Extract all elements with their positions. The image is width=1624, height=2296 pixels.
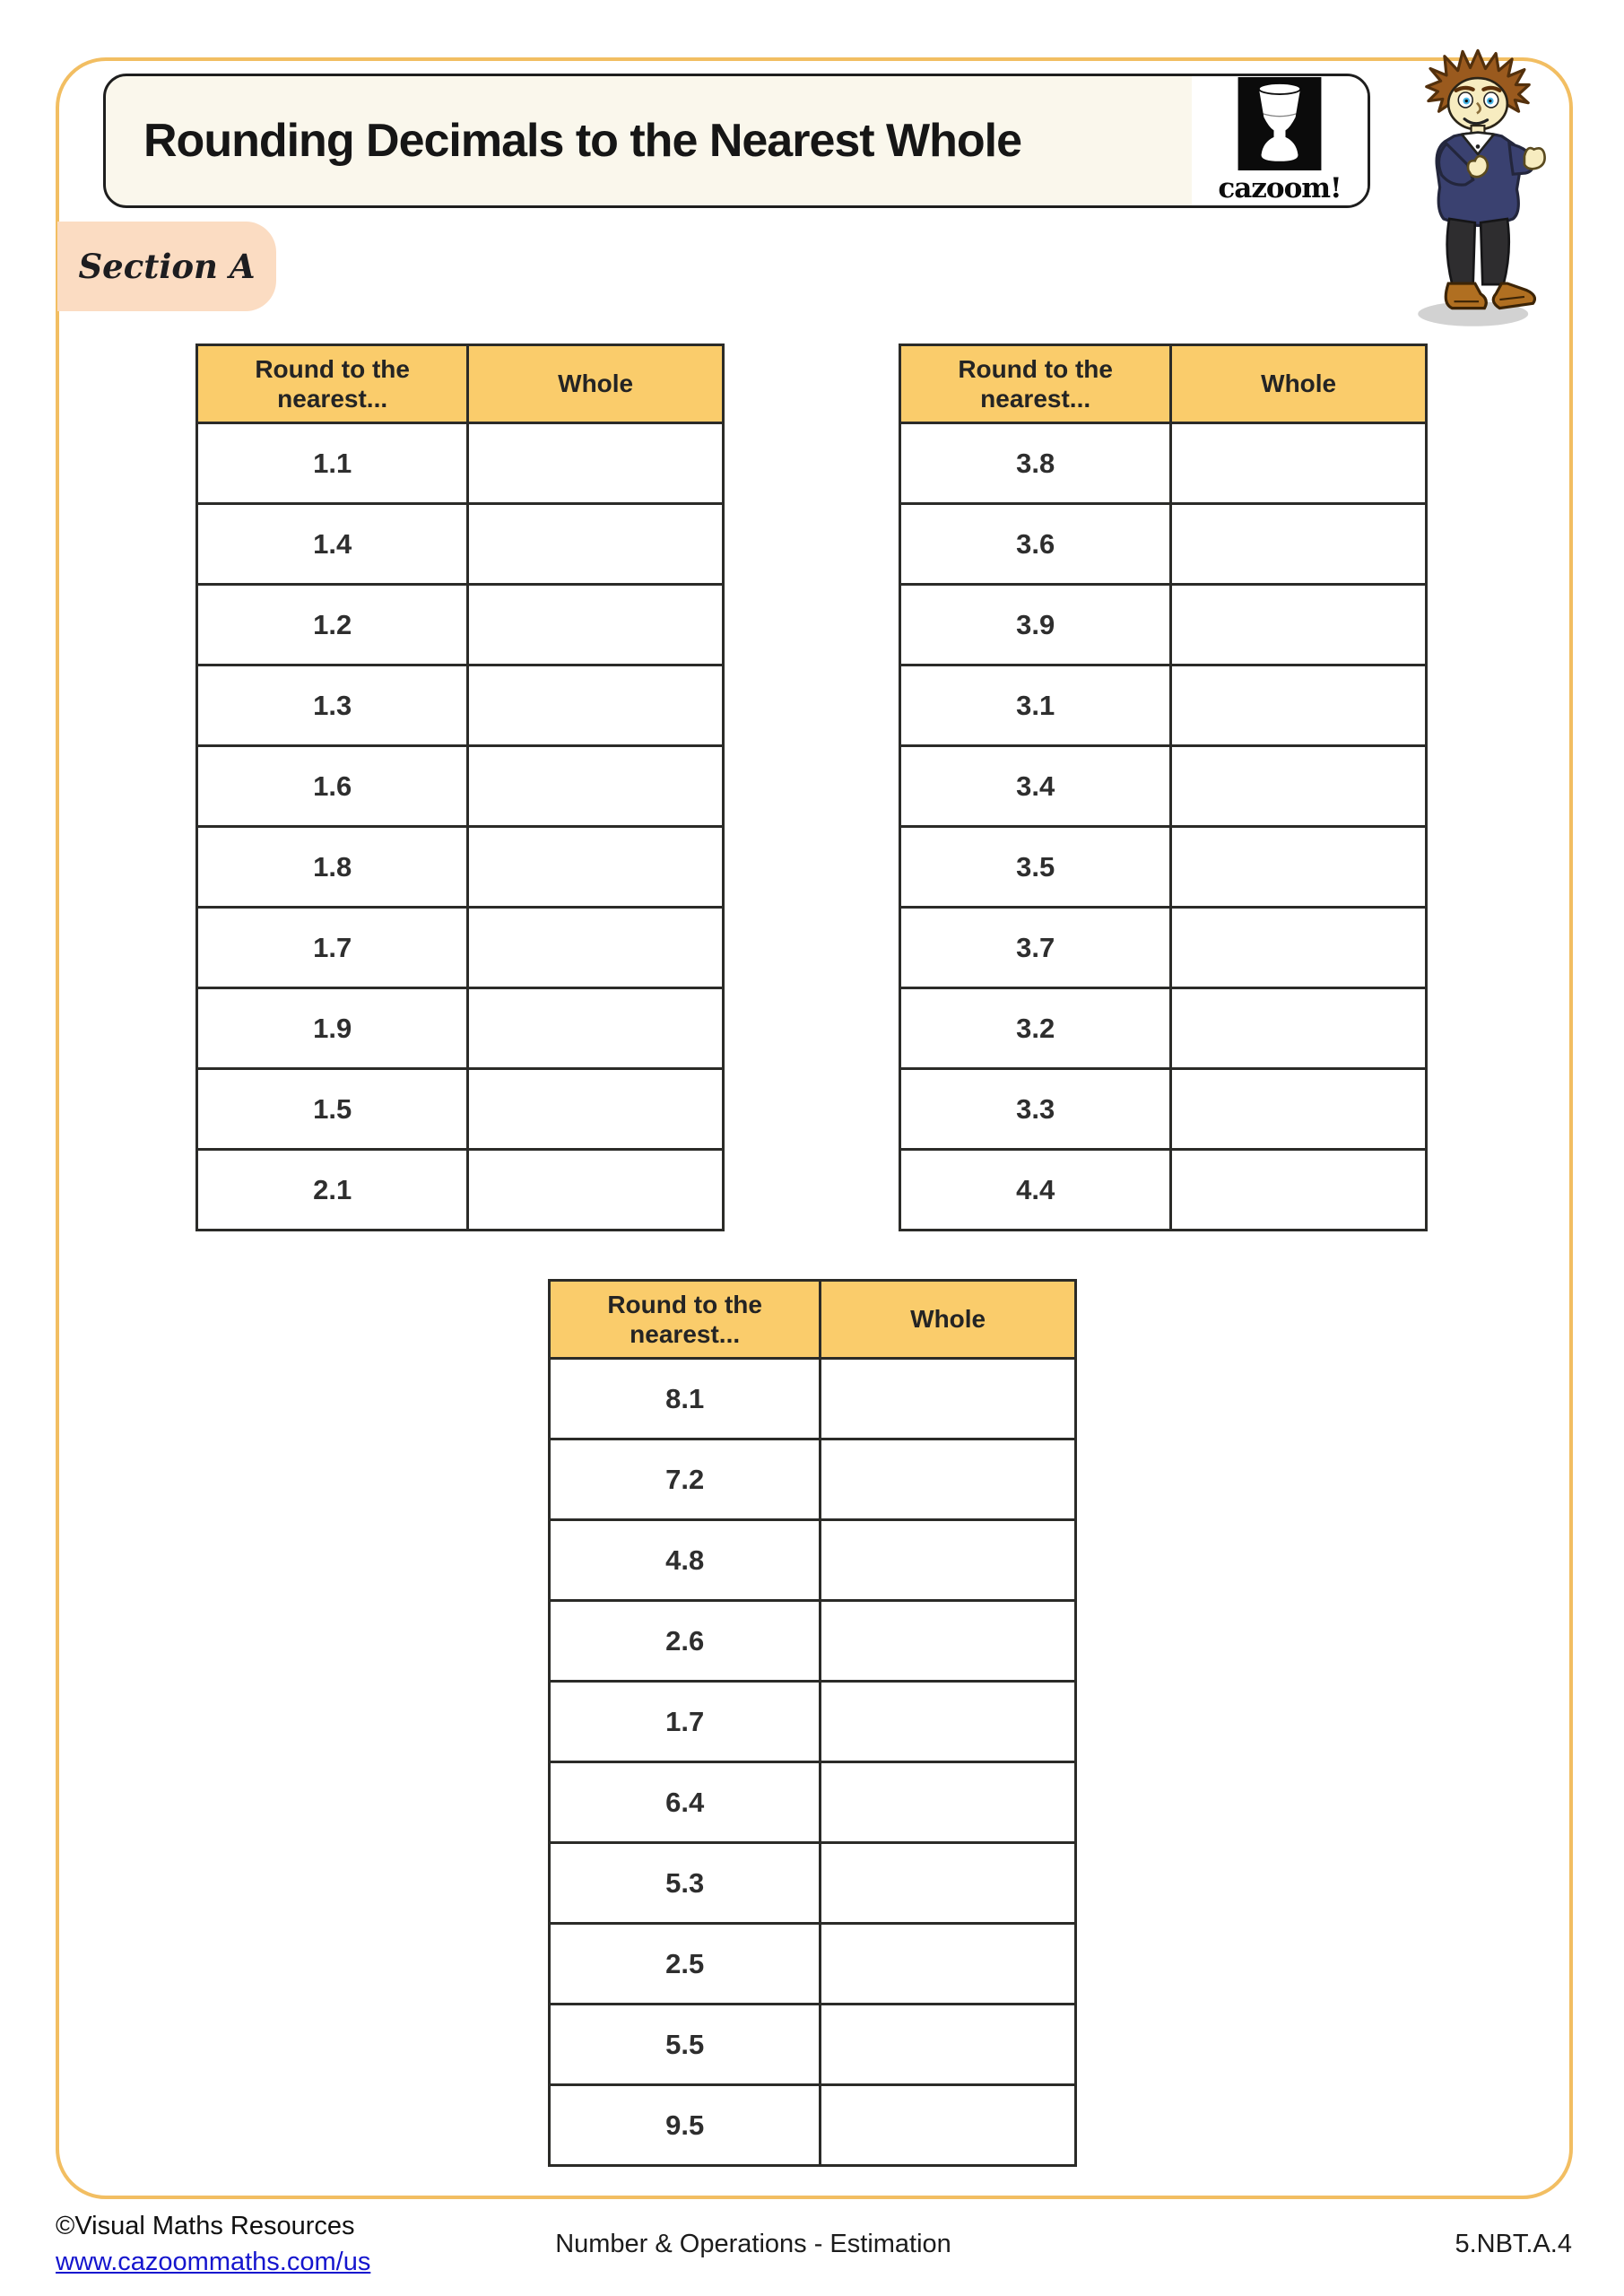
answer-cell[interactable] [468,585,724,665]
table-row [550,1924,1076,2005]
page-title: Rounding Decimals to the Nearest Whole [143,115,1022,167]
column-header: Round to the nearest... [550,1281,821,1359]
column-header: Round to the nearest... [900,345,1171,423]
worksheet-table [899,344,1428,1231]
section-a-tab [57,222,276,311]
decimal-value-cell: 4.8 [550,1520,821,1601]
copyright-text: ©Visual Maths Resources [56,2212,355,2240]
answer-cell[interactable] [821,2005,1076,2085]
decimal-value-cell: 3.9 [900,585,1171,665]
answer-cell[interactable] [821,1601,1076,1682]
rounding-table-3 [548,1279,1077,2167]
decimal-value-cell: 1.1 [197,423,468,504]
table-row [550,1359,1076,1439]
table-row [197,827,724,908]
decimal-value-cell: 1.9 [197,988,468,1069]
decimal-value-cell: 3.5 [900,827,1171,908]
table-row [197,1069,724,1150]
answer-cell[interactable] [821,1762,1076,1843]
section-label: Section A [78,247,256,286]
table-row [197,665,724,746]
answer-cell[interactable] [821,1359,1076,1439]
logo-wordmark: cazoom! [1218,172,1342,204]
decimal-value-cell: 9.5 [550,2085,821,2166]
answer-cell[interactable] [468,746,724,827]
decimal-value-cell: 3.6 [900,504,1171,585]
decimal-value-cell: 3.3 [900,1069,1171,1150]
answer-cell[interactable] [1171,827,1427,908]
answer-cell[interactable] [821,1682,1076,1762]
djembe-drum-icon [1238,77,1322,170]
decimal-value-cell: 1.8 [197,827,468,908]
column-header: Whole [468,345,724,423]
standard-code: 5.NBT.A.4 [1455,2230,1572,2258]
table-row [900,504,1427,585]
table-row [197,423,724,504]
table-row [550,2085,1076,2166]
decimal-value-cell: 1.7 [550,1682,821,1762]
table-row [900,423,1427,504]
table-row [900,585,1427,665]
rounding-table-2 [899,344,1428,1231]
answer-cell[interactable] [821,2085,1076,2166]
table-row [550,1682,1076,1762]
table-row [197,746,724,827]
table-row [900,1069,1427,1150]
table-row [550,1843,1076,1924]
decimal-value-cell: 6.4 [550,1762,821,1843]
table-row [197,988,724,1069]
table-row [900,746,1427,827]
table-row [550,2005,1076,2085]
answer-cell[interactable] [1171,423,1427,504]
decimal-value-cell: 1.7 [197,908,468,988]
answer-cell[interactable] [1171,504,1427,585]
table-row [900,1150,1427,1231]
decimal-value-cell: 3.8 [900,423,1171,504]
answer-cell[interactable] [821,1843,1076,1924]
decimal-value-cell: 5.3 [550,1843,821,1924]
table-row [550,1762,1076,1843]
answer-cell[interactable] [1171,665,1427,746]
table-row [550,1601,1076,1682]
table-row [550,1439,1076,1520]
answer-cell[interactable] [1171,1069,1427,1150]
footer-category: Number & Operations - Estimation [555,2230,951,2258]
worksheet-table [195,344,725,1231]
answer-cell[interactable] [468,827,724,908]
table-row [197,1150,724,1231]
answer-cell[interactable] [468,908,724,988]
answer-cell[interactable] [468,1150,724,1231]
answer-cell[interactable] [821,1520,1076,1601]
decimal-value-cell: 3.2 [900,988,1171,1069]
decimal-value-cell: 3.7 [900,908,1171,988]
answer-cell[interactable] [1171,908,1427,988]
decimal-value-cell: 5.5 [550,2005,821,2085]
decimal-value-cell: 1.4 [197,504,468,585]
table-row [550,1520,1076,1601]
cazoom-logo [1192,76,1368,205]
table-row [197,504,724,585]
rounding-table-1 [195,344,725,1231]
decimal-value-cell: 8.1 [550,1359,821,1439]
cazoom-website-link[interactable]: www.cazoommaths.com/us [56,2248,371,2276]
answer-cell[interactable] [468,504,724,585]
table-row [197,908,724,988]
mascot-boy-illustration [1392,45,1564,330]
decimal-value-cell: 4.4 [900,1150,1171,1231]
worksheet-table [548,1279,1077,2167]
decimal-value-cell: 2.5 [550,1924,821,2005]
answer-cell[interactable] [1171,746,1427,827]
decimal-value-cell: 1.2 [197,585,468,665]
table-row [900,827,1427,908]
answer-cell[interactable] [821,1439,1076,1520]
answer-cell[interactable] [468,665,724,746]
decimal-value-cell: 3.4 [900,746,1171,827]
decimal-value-cell: 2.6 [550,1601,821,1682]
decimal-value-cell: 3.1 [900,665,1171,746]
decimal-value-cell: 1.6 [197,746,468,827]
column-header: Whole [1171,345,1427,423]
title-bar [103,74,1370,208]
table-row [900,988,1427,1069]
answer-cell[interactable] [1171,585,1427,665]
answer-cell[interactable] [468,988,724,1069]
column-header: Round to the nearest... [197,345,468,423]
column-header: Whole [821,1281,1076,1359]
answer-cell[interactable] [468,1069,724,1150]
answer-cell[interactable] [1171,988,1427,1069]
decimal-value-cell: 7.2 [550,1439,821,1520]
answer-cell[interactable] [468,423,724,504]
decimal-value-cell: 1.5 [197,1069,468,1150]
table-row [900,908,1427,988]
decimal-value-cell: 2.1 [197,1150,468,1231]
table-row [900,665,1427,746]
answer-cell[interactable] [1171,1150,1427,1231]
answer-cell[interactable] [821,1924,1076,2005]
table-row [197,585,724,665]
decimal-value-cell: 1.3 [197,665,468,746]
